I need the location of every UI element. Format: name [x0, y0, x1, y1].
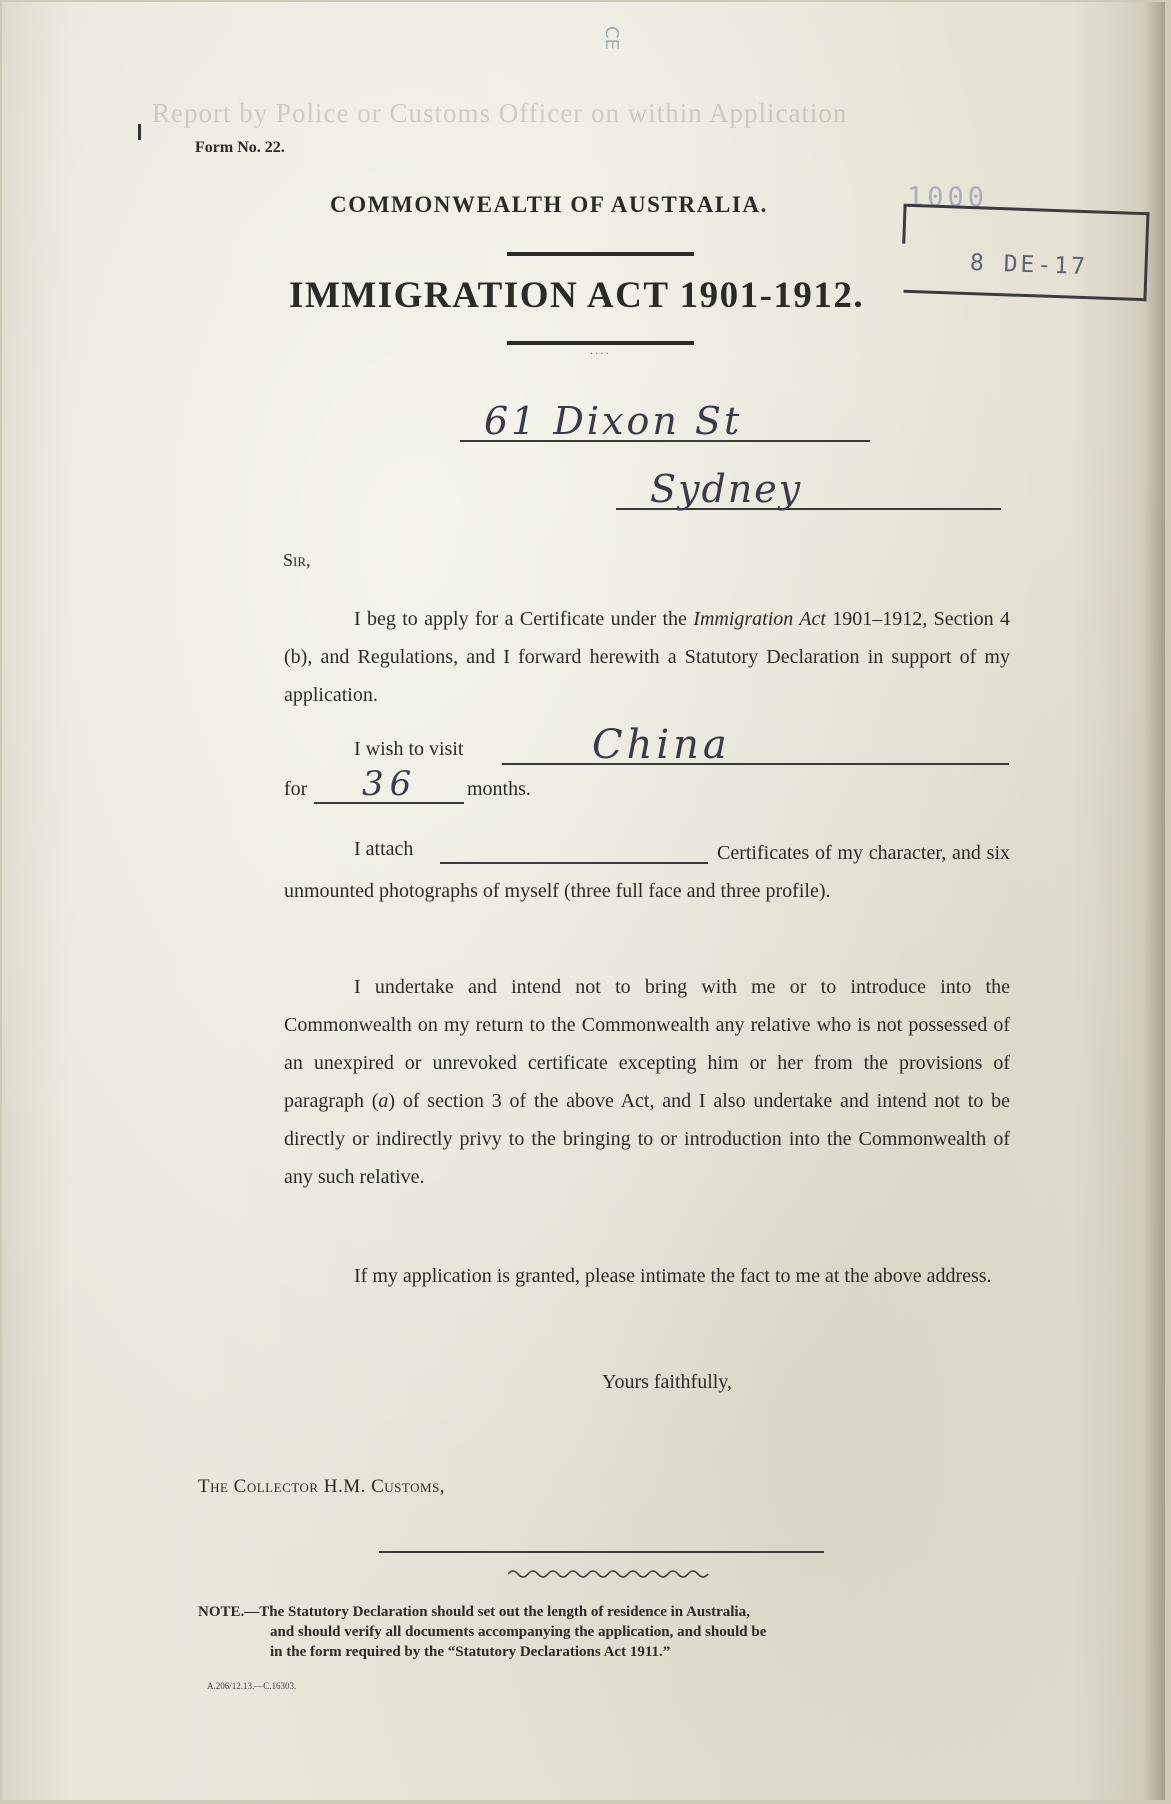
salutation: Sir,: [283, 550, 311, 570]
application-text-end: 1901–1912, Section 4 (b), and Regulations, and I forward herewith a Statutory Declaration in support of my application.: [284, 608, 1010, 706]
heading-rule-bottom: [507, 341, 694, 345]
granted-paragraph: If my application is granted, please intimate the fact to me at the above address.: [354, 1265, 992, 1287]
address-city-handwritten: Sydney: [650, 467, 803, 511]
document-page: [2, 2, 1165, 1800]
heading-rule-dots: ....: [590, 346, 611, 357]
stamp-number: 1000: [907, 182, 989, 213]
note-line-2: and should verify all documents accompanying the application, and should be: [270, 1624, 767, 1640]
form-number: Form No. 22.: [195, 139, 285, 156]
undertaking-paragraph: [284, 968, 1010, 1196]
duration-handwritten: 36: [362, 764, 418, 804]
act-title: IMMIGRATION ACT 1901-1912.: [289, 275, 865, 316]
signature-line: [379, 1551, 824, 1553]
visit-fill-line: [502, 763, 1009, 765]
faint-stamp-mark: CE: [601, 26, 622, 50]
application-paragraph: [284, 600, 1010, 714]
note-line-1: NOTE.—The Statutory Declaration should set out the length of residence in Australia,: [198, 1604, 750, 1620]
note-block: [198, 1602, 1013, 1662]
printer-code: A.206/12.13.—C.16303.: [207, 1681, 297, 1691]
margin-tick-mark: [138, 124, 141, 140]
paragraph-letter-italic: a: [378, 1090, 389, 1112]
visit-label: I wish to visit: [354, 738, 464, 760]
duration-label: for: [284, 778, 308, 800]
stamp-date: 8 DE-17: [969, 249, 1089, 281]
months-label: months.: [467, 778, 531, 800]
closing-phrase: Yours faithfully,: [602, 1371, 733, 1393]
act-name-italic: Immigration Act: [693, 608, 826, 630]
application-text-start: I beg to apply for a Certificate under the: [354, 608, 694, 630]
undertaking-text-end: ) of section 3 of the above Act, and I also undertake and intend not to be directly or indirectly privy to the bringing to or introduction into the Commonwealth of any such relative.: [284, 1090, 1010, 1188]
heading-rule-top: [507, 252, 694, 256]
visit-destination-handwritten: China: [592, 722, 731, 768]
addressee: The Collector H.M. Customs,: [198, 1476, 446, 1497]
attach-paragraph: [284, 834, 1010, 910]
undertaking-text-start: I undertake and intend not to bring with me or to introduce into the Commonwealth on my return to the Commonwealth any relative who is not possessed of an unexpired or unrevoked certificate excepting him or her from the provisions of paragraph (: [284, 976, 1010, 1112]
note-line-3: in the form required by the “Statutory Declarations Act 1911.”: [270, 1644, 671, 1660]
faint-endorsement-text: Report by Police or Customs Officer on within Application: [152, 98, 848, 128]
country-heading: COMMONWEALTH OF AUSTRALIA.: [330, 192, 768, 217]
attach-text: Certificates of my character, and six unmounted photographs of myself (three full face and three profile).: [284, 842, 1010, 902]
address-street-handwritten: 61 Dixon St: [484, 399, 743, 443]
wavy-rule: [508, 1568, 713, 1580]
attach-label: I attach: [354, 838, 414, 860]
